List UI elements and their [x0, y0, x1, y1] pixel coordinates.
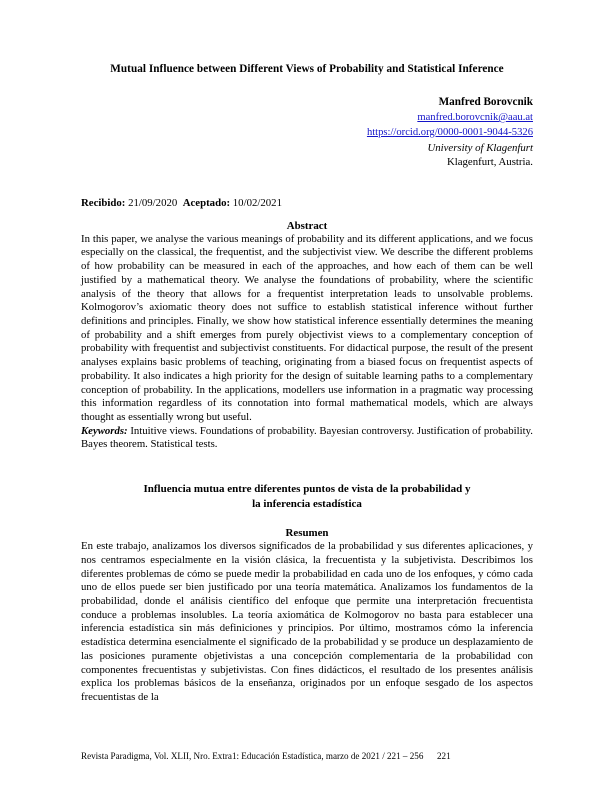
author-name: Manfred Borovcnik: [438, 96, 533, 108]
abstract-text: In this paper, we analyse the various meanings of probability and its different applications, and we focus especially on the classical, the frequentist, and the subjectivist view. We describe the different problems of how probability can be measured in each of the approaches, and how each of them can be well justified by a mathematical theory. We analyse the foundations of probability, where the scientific analysis of the theory that allows for a frequentist interpretation leads to unsolvable problems. Kolmogorov’s axiomatic theory does not suffice to establish statistical inference without further definitions and principles. Finally, we show how statistical inference essentially determines the meaning of probability and a shift emerges from purely objectivist views to a complementary conception of probability with frequentist and subjectivist constituents. For didactical purpose, the result of the present analyses explains basic problems of teaching, originating from a biased focus on frequentist aspects of probability. It also indicates a high priority for the design of suitable learning paths to a complementary conception of probability. In the applications, modellers use information in a pragmatic way processing this information regardless of its connotation into formal mathematical models, which are always thought as essentially wrong but useful.: [81, 232, 533, 423]
author-email-link[interactable]: manfred.borovcnik@aau.at: [417, 111, 533, 123]
received-label: Recibido:: [81, 196, 126, 209]
page-title: Mutual Influence between Different Views of Probability and Statistical Inference: [110, 63, 504, 75]
page-title-spanish-line2: la inferencia estadística: [252, 497, 362, 510]
page-content: [81, 0, 533, 705]
author-orcid-link[interactable]: https://orcid.org/0000-0001-9044-5326: [366, 126, 533, 138]
author-affiliation: University of Klagenfurt: [427, 142, 533, 155]
resumen-text: En este trabajo, analizamos los diversos significados de la probabilidad y sus diferentes aplicaciones, y nos centramos especialmente en la visión clásica, la frecuentista y la subjetivista. Describimos los diferentes problemas de cómo se puede medir la probabilidad en cada uno de los enfoques, y cómo cada uno de ellos puede ser bien justificado por una teoría matemática. Analizamos los fundamentos de la probabilidad, donde el análisis científico del enfoque que permite una interpretación frecuentista conduce a problemas insolubles. La teoría axiomática de Kolmogorov no basta para establecer una inferencia estadística sin más definiciones y principios. Por último, mostramos cómo la inferencia estadística determina esencialmente el significado de la probabilidad y se produce un desplazamiento de las posiciones puramente objetivistas a una concepción complementaria de la probabilidad con componentes frecuentistas y subjetivistas. Con fines didácticos, el resultado de los presentes análisis explica los problemas básicos de la enseñanza, originados por un enfoque sesgado de los aspectos frecuentistas de la: [81, 540, 533, 703]
keywords-label: Keywords:: [81, 424, 128, 437]
page-title-spanish-line1: Influencia mutua entre diferentes puntos de vista de la probabilidad y: [143, 483, 471, 496]
keywords-value: Intuitive views. Foundations of probability. Bayesian controversy. Justification of probability. Bayes theorem. Statistical tests.: [81, 424, 533, 451]
author-city: Klagenfurt, Austria.: [446, 156, 533, 169]
author-block: [81, 95, 533, 170]
abstract-body: [81, 233, 533, 425]
abstract-heading: Abstract: [286, 219, 328, 232]
resumen-body: [81, 540, 533, 704]
submission-dates: [81, 197, 533, 209]
page-title-spanish: [81, 482, 533, 511]
resumen-heading: Resumen: [285, 527, 329, 540]
keywords-line: [81, 425, 533, 452]
received-value: 21/09/2020: [128, 196, 178, 209]
accepted-value: 10/02/2021: [232, 196, 282, 209]
page-footer: Revista Paradigma, Vol. XLII, Nro. Extra1: Educación Estadística, marzo de 2021 / 221 – 256 221: [81, 751, 451, 761]
accepted-label: Aceptado:: [182, 196, 231, 209]
